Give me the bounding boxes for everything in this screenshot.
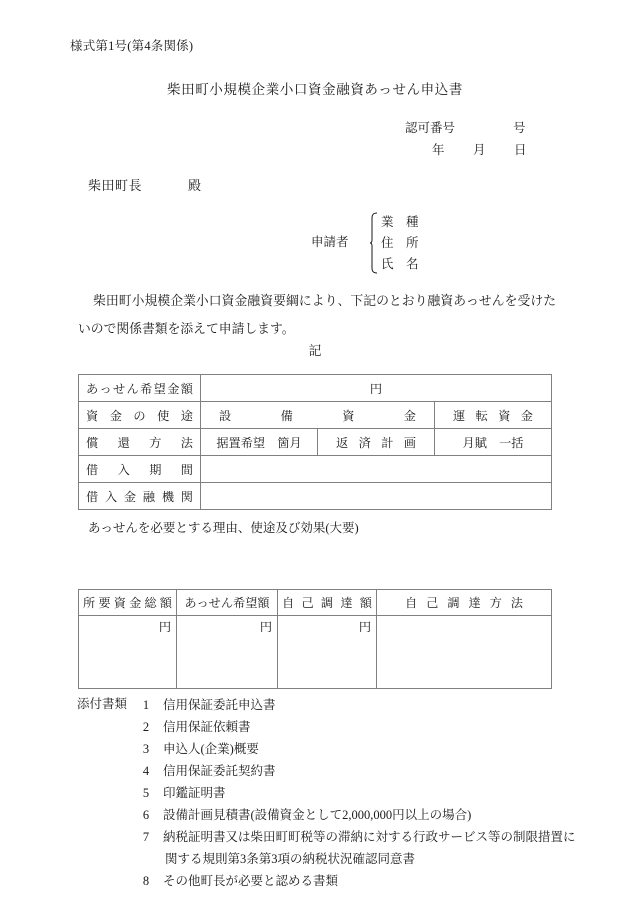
list-item xyxy=(139,738,579,760)
table-header-row xyxy=(79,590,552,616)
row-label-fund-use xyxy=(79,402,201,429)
cell-text: 円 xyxy=(259,620,272,634)
item-text: 信用保証委託申込書 xyxy=(163,698,276,712)
row-label-text: 資金の使途 xyxy=(86,408,193,423)
row-label-text: 償還方法 xyxy=(86,435,193,450)
cell-text: 設備資金 xyxy=(219,408,416,423)
table-row xyxy=(79,429,552,456)
item-number: 1 xyxy=(142,698,150,712)
row-label-text: 借入期間 xyxy=(86,462,193,477)
cell-total-required-funds[interactable] xyxy=(79,616,177,689)
header-text: 所要資金総額 xyxy=(83,596,172,610)
item-number: 3 xyxy=(142,742,150,756)
header-text: あっせん希望額 xyxy=(184,596,270,610)
header-requested-amount xyxy=(177,590,278,616)
item-text: その他町長が必要と認める書類 xyxy=(163,874,339,888)
body-paragraph xyxy=(78,287,556,343)
header-total-required-funds xyxy=(79,590,177,616)
cell-text: 円 xyxy=(158,620,171,634)
applicant-field-industry: 業 種 xyxy=(381,215,419,229)
document-title: 柴田町小規模企業小口資金融資あっせん申込書 xyxy=(167,82,463,97)
addressee-name: 柴田町長 xyxy=(88,178,143,193)
cell-installment-or-lumpsum[interactable] xyxy=(435,429,552,456)
item-text: 設備計画見積書(設備資金として2,000,000円以上の場合) xyxy=(163,808,472,822)
date-year-label: 年 xyxy=(432,143,445,157)
ki-marker: 記 xyxy=(308,344,322,358)
list-item xyxy=(139,716,579,738)
item-number: 4 xyxy=(142,764,150,778)
item-number: 6 xyxy=(142,808,150,822)
cell-operating-fund[interactable] xyxy=(435,402,552,429)
header-self-funding-amount xyxy=(278,590,377,616)
item-text-continued: 関する規則第3条第3項の納税状況確認同意書 xyxy=(165,852,416,866)
header-text: 自己調達額 xyxy=(282,596,372,610)
attachments-list xyxy=(139,694,579,892)
header-self-funding-method xyxy=(377,590,552,616)
attachments-label: 添付書類 xyxy=(77,697,128,711)
date-month-label: 月 xyxy=(473,143,486,157)
cell-equipment-fund[interactable] xyxy=(201,402,435,429)
applicant-fields xyxy=(381,212,419,275)
addressee xyxy=(88,175,202,194)
item-text: 信用保証委託契約書 xyxy=(163,764,276,778)
table-row xyxy=(79,483,552,510)
row-label-text: あっせん希望金額 xyxy=(86,381,193,396)
cell-self-funding-amount[interactable] xyxy=(278,616,377,689)
cell-text: 月賦 一括 xyxy=(462,435,524,450)
row-label-repayment-method xyxy=(79,429,201,456)
cell-borrowing-period-value[interactable] xyxy=(201,456,552,483)
funding-breakdown-table xyxy=(78,589,552,689)
list-item xyxy=(139,804,579,826)
cell-text: 据置希望 箇月 xyxy=(216,435,302,450)
reason-line: あっせんを必要とする理由、使途及び効果(大要) xyxy=(88,521,359,535)
cell-text: 返済計画 xyxy=(336,435,416,450)
cell-requested-amount-value[interactable] xyxy=(201,375,552,402)
list-item xyxy=(139,694,579,716)
item-text: 信用保証依頼書 xyxy=(163,720,251,734)
curly-brace-icon xyxy=(369,212,378,274)
list-item xyxy=(139,782,579,804)
cell-text: 運転資金 xyxy=(453,408,533,423)
item-text: 納税証明書又は柴田町町税等の滞納に対する行政サービス等の制限措置に xyxy=(163,830,576,844)
item-number: 5 xyxy=(142,786,150,800)
form-number: 様式第1号(第4条関係) xyxy=(70,39,194,53)
loan-details-table xyxy=(78,374,552,510)
body-paragraph-text: 柴田町小規模企業小口資金融資要綱により、下記のとおり融資あっせんを受けたいので関係書類を添えて申請します。 xyxy=(78,294,556,336)
header-text: 自己調達方法 xyxy=(405,596,523,610)
row-label-requested-amount xyxy=(79,375,201,402)
table-row xyxy=(79,456,552,483)
cell-text: 円 xyxy=(358,620,371,634)
row-label-borrowing-period xyxy=(79,456,201,483)
cell-financial-institution-value[interactable] xyxy=(201,483,552,510)
cell-repayment-plan[interactable] xyxy=(318,429,435,456)
applicant-label: 申請者 xyxy=(311,235,349,249)
item-number: 7 xyxy=(142,830,150,844)
list-item xyxy=(139,760,579,782)
permit-number-label: 認可番号 xyxy=(405,121,456,135)
item-number: 8 xyxy=(142,874,150,888)
cell-deferment-period[interactable] xyxy=(201,429,318,456)
item-text: 印鑑証明書 xyxy=(163,786,226,800)
item-text: 申込人(企業)概要 xyxy=(163,742,259,756)
list-item xyxy=(139,870,579,892)
table-row xyxy=(79,402,552,429)
permit-number-unit: 号 xyxy=(513,121,526,135)
applicant-field-address: 住 所 xyxy=(381,236,419,250)
table-row xyxy=(79,375,552,402)
row-label-text: 借入金融機関 xyxy=(86,489,193,504)
date-day-label: 日 xyxy=(514,143,527,157)
cell-text: 円 xyxy=(369,381,383,396)
applicant-field-name: 氏 名 xyxy=(381,257,419,271)
table-row xyxy=(79,616,552,689)
cell-requested-amount[interactable] xyxy=(177,616,278,689)
item-number: 2 xyxy=(142,720,150,734)
row-label-financial-institution xyxy=(79,483,201,510)
cell-self-funding-method[interactable] xyxy=(377,616,552,689)
addressee-honorific: 殿 xyxy=(188,178,202,193)
list-item xyxy=(139,826,579,870)
